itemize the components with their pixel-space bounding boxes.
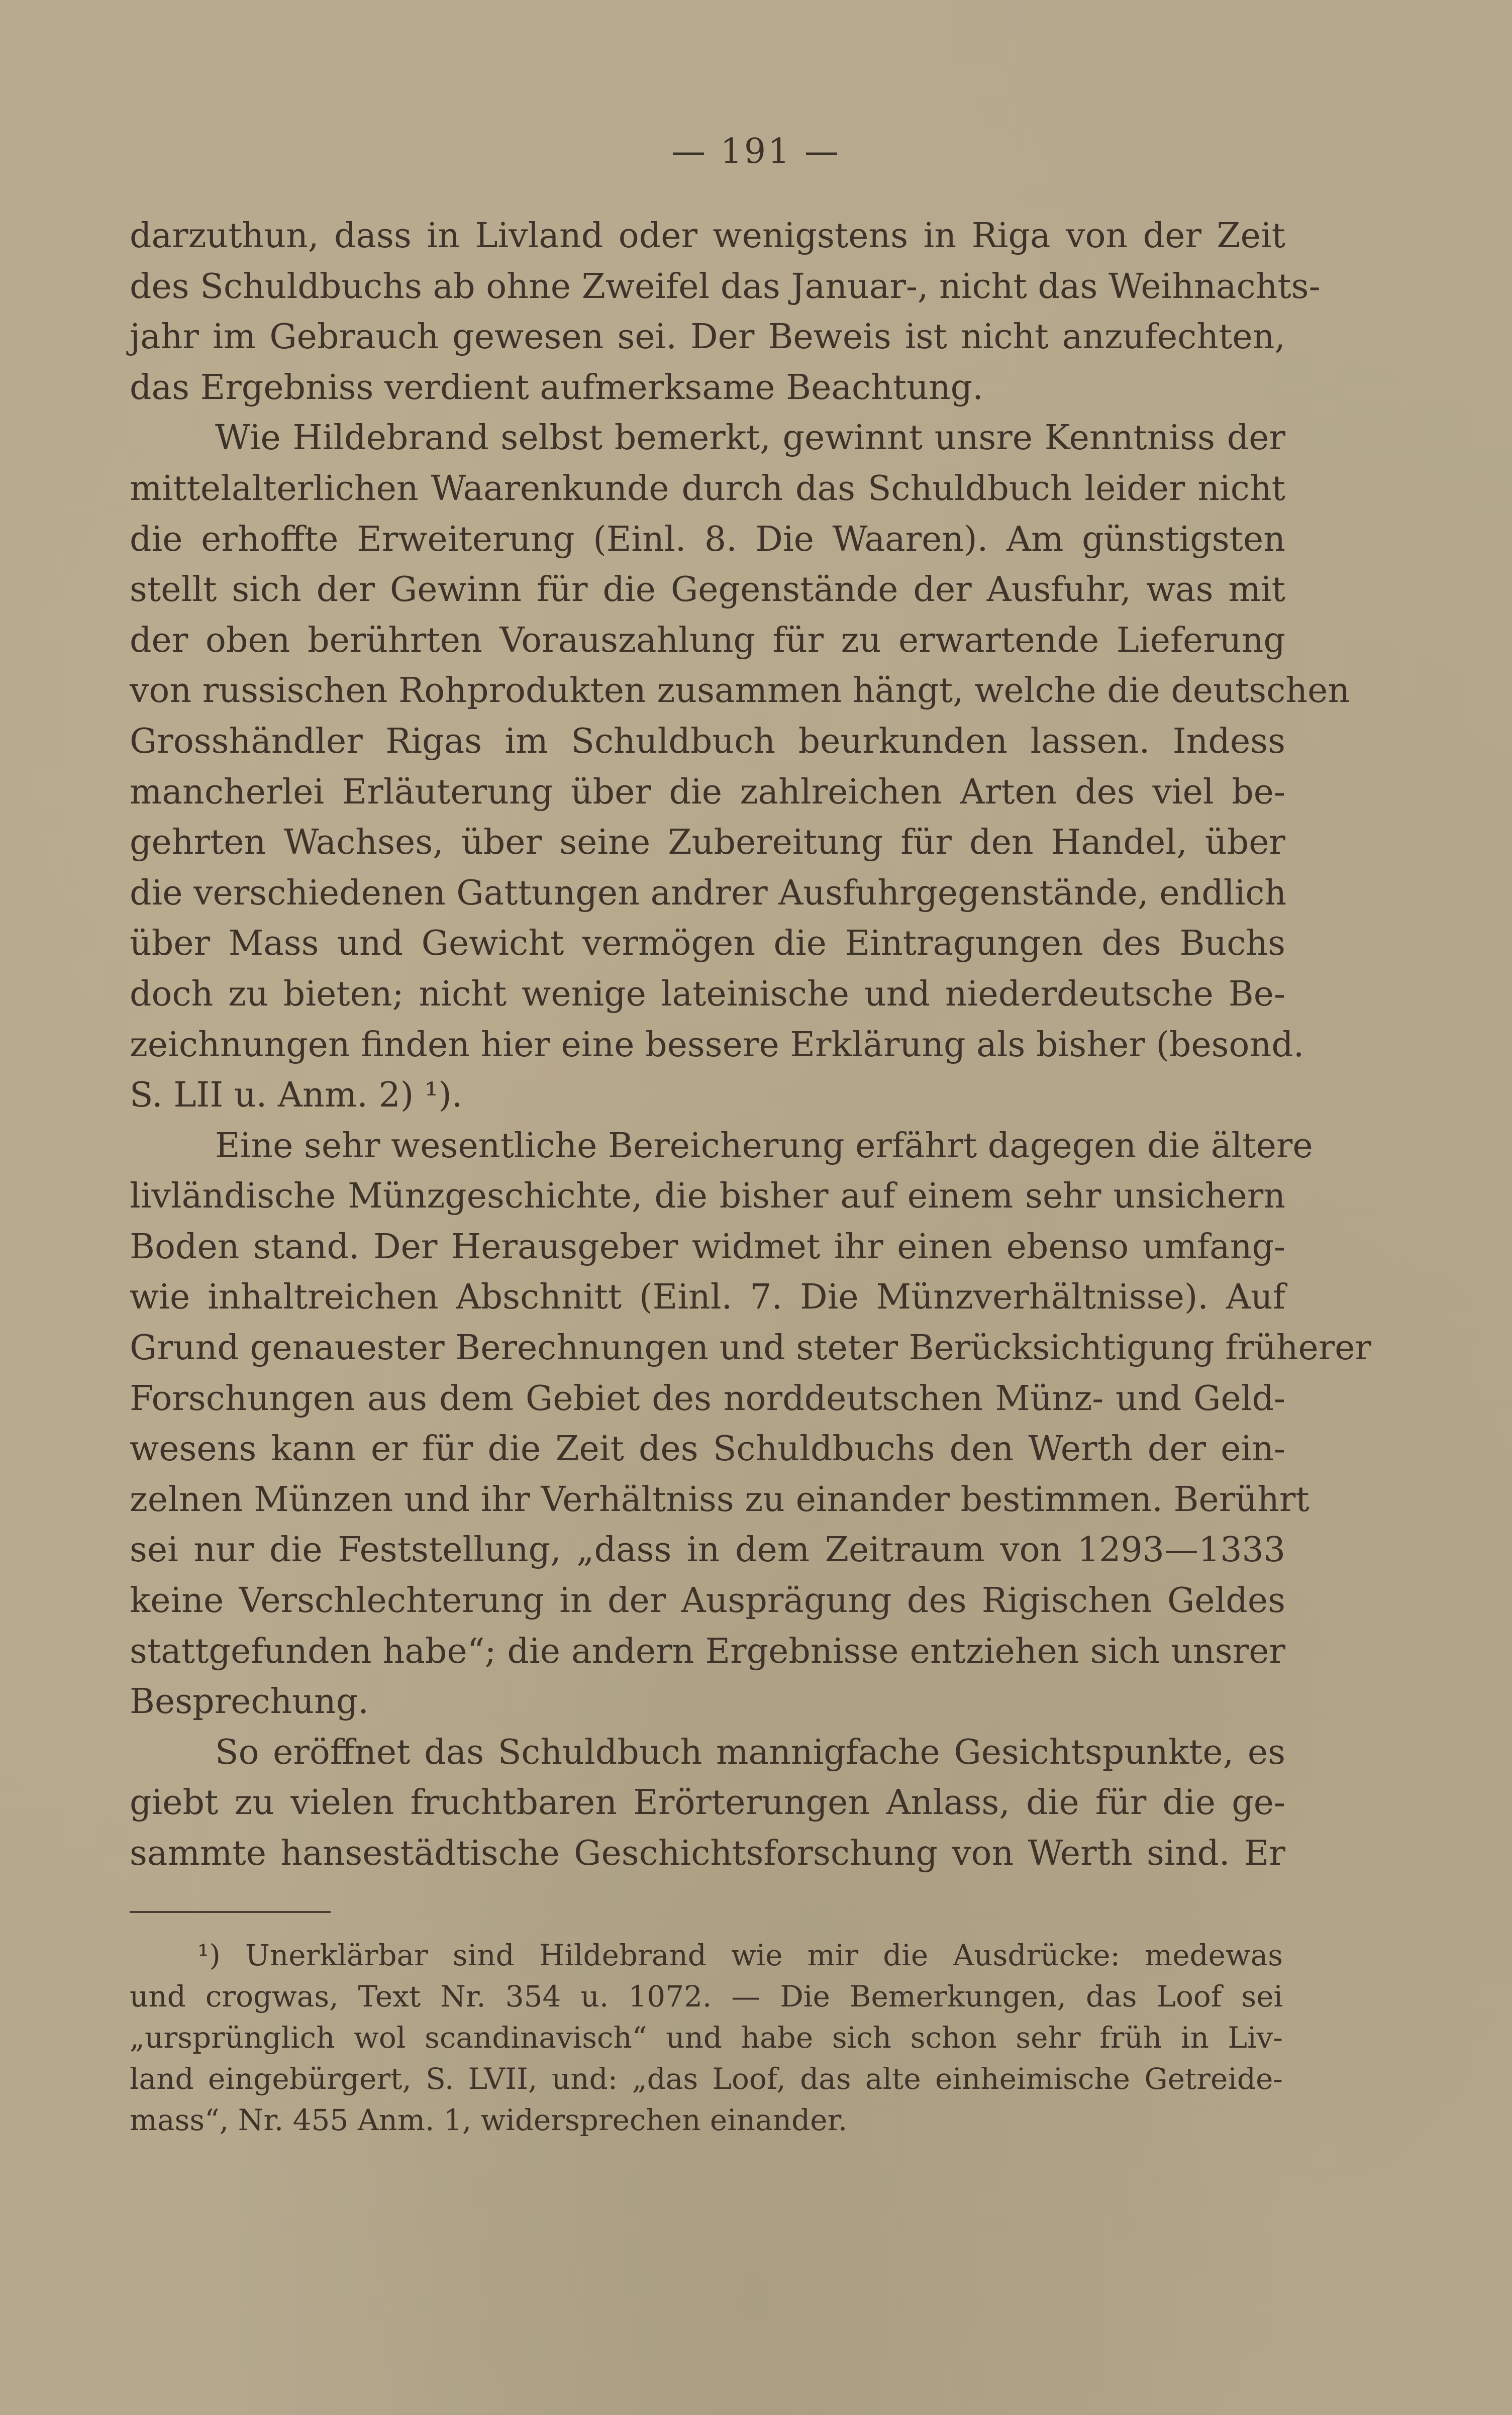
text-line: mancherlei Erläuterung über die zahlreichen Arten des viel be- <box>130 772 1285 812</box>
text-line: wesens kann er für die Zeit des Schuldbuchs den Werth der ein- <box>130 1429 1285 1469</box>
text-line: Wie Hildebrand selbst bemerkt, gewinnt unsre Kenntniss der <box>215 418 1285 458</box>
text-line: keine Verschlechterung in der Ausprägung des Rigischen Geldes <box>130 1581 1285 1621</box>
text-line: jahr im Gebrauch gewesen sei. Der Beweis ist nicht anzufechten, <box>130 317 1285 357</box>
text-line: zeichnungen finden hier eine bessere Erklärung als bisher (besond. <box>130 1025 1304 1065</box>
body-text <box>130 211 1372 1879</box>
text-line: zelnen Münzen und ihr Verhältniss zu einander bestimmen. Berührt <box>130 1479 1309 1520</box>
footnote-line: mass“, Nr. 455 Anm. 1, widersprechen einander. <box>130 2103 848 2137</box>
text-line: die verschiedenen Gattungen andrer Ausfuhrgegenstände, endlich <box>130 873 1287 913</box>
text-line: Grund genauester Berechnungen und steter Berücksichtigung früherer <box>130 1328 1372 1368</box>
paragraph <box>130 1728 1285 1879</box>
footnote <box>130 1935 1283 2141</box>
text-line: das Ergebniss verdient aufmerksame Beachtung. <box>130 367 983 408</box>
footnote-line: land eingebürgert, S. LVII, und: „das Loof, das alte einheimische Getreide- <box>130 2062 1283 2096</box>
text-line: doch zu bieten; nicht wenige lateinische und niederdeutsche Be- <box>130 974 1285 1014</box>
footnote-divider <box>130 1911 331 1913</box>
text-line: stellt sich der Gewinn für die Gegenstände der Ausfuhr, was mit <box>130 570 1285 610</box>
text-line: So eröffnet das Schuldbuch mannigfache Gesichtspunkte, es <box>215 1732 1285 1772</box>
text-line: sammte hansestädtische Geschichtsforschung von Werth sind. Er <box>130 1834 1285 1873</box>
text-line: Besprechung. <box>130 1682 369 1722</box>
page-number: — 191 — <box>671 132 841 171</box>
text-line: Eine sehr wesentliche Bereicherung erfährt dagegen die ältere <box>215 1126 1313 1166</box>
paragraph <box>130 211 1321 413</box>
text-line: livländische Münzgeschichte, die bisher auf einem sehr unsichern <box>130 1176 1285 1217</box>
footnote-line: „ursprünglich wol scandinavisch“ und habe sich schon sehr früh in Liv- <box>130 2021 1283 2055</box>
text-line: über Mass und Gewicht vermögen die Eintragungen des Buchs <box>130 924 1285 964</box>
text-line: Grosshändler Rigas im Schuldbuch beurkunden lassen. Indess <box>130 721 1285 761</box>
text-line: wie inhaltreichen Abschnitt (Einl. 7. Die Münzverhältnisse). Auf <box>130 1277 1285 1318</box>
footnote-line: ¹) Unerklärbar sind Hildebrand wie mir die Ausdrücke: medewas <box>197 1938 1283 1972</box>
text-line: mittelalterlichen Waarenkunde durch das Schuldbuch leider nicht <box>130 468 1285 509</box>
text-line: des Schuldbuchs ab ohne Zweifel das Januar-, nicht das Weihnachts- <box>130 266 1321 307</box>
text-line: giebt zu vielen fruchtbaren Erörterungen Anlass, die für die ge- <box>130 1783 1285 1823</box>
text-line: S. LII u. Anm. 2) ¹). <box>130 1075 463 1116</box>
text-line: die erhoffte Erweiterung (Einl. 8. Die Waaren). Am günstigsten <box>130 519 1285 559</box>
text-line: der oben berührten Vorauszahlung für zu erwartende Lieferung <box>130 620 1285 660</box>
text-line: Boden stand. Der Herausgeber widmet ihr einen ebenso umfang- <box>130 1227 1285 1267</box>
text-line: von russischen Rohprodukten zusammen hängt, welche die deutschen <box>130 671 1350 711</box>
footnote-line: und crogwas, Text Nr. 354 u. 1072. — Die Bemerkungen, das Loof sei <box>130 1979 1283 2014</box>
text-line: Forschungen aus dem Gebiet des norddeutschen Münz- und Geld- <box>130 1378 1285 1419</box>
paragraph <box>130 1121 1372 1728</box>
text-line: sei nur die Feststellung, „dass in dem Zeitraum von 1293—1333 <box>130 1530 1285 1570</box>
text-line: darzuthun, dass in Livland oder wenigstens in Riga von der Zeit <box>130 216 1285 256</box>
text-line: stattgefunden habe“; die andern Ergebnisse entziehen sich unsrer <box>130 1631 1285 1671</box>
paragraph <box>130 413 1350 1121</box>
text-line: gehrten Wachses, über seine Zubereitung für den Handel, über <box>130 823 1285 863</box>
